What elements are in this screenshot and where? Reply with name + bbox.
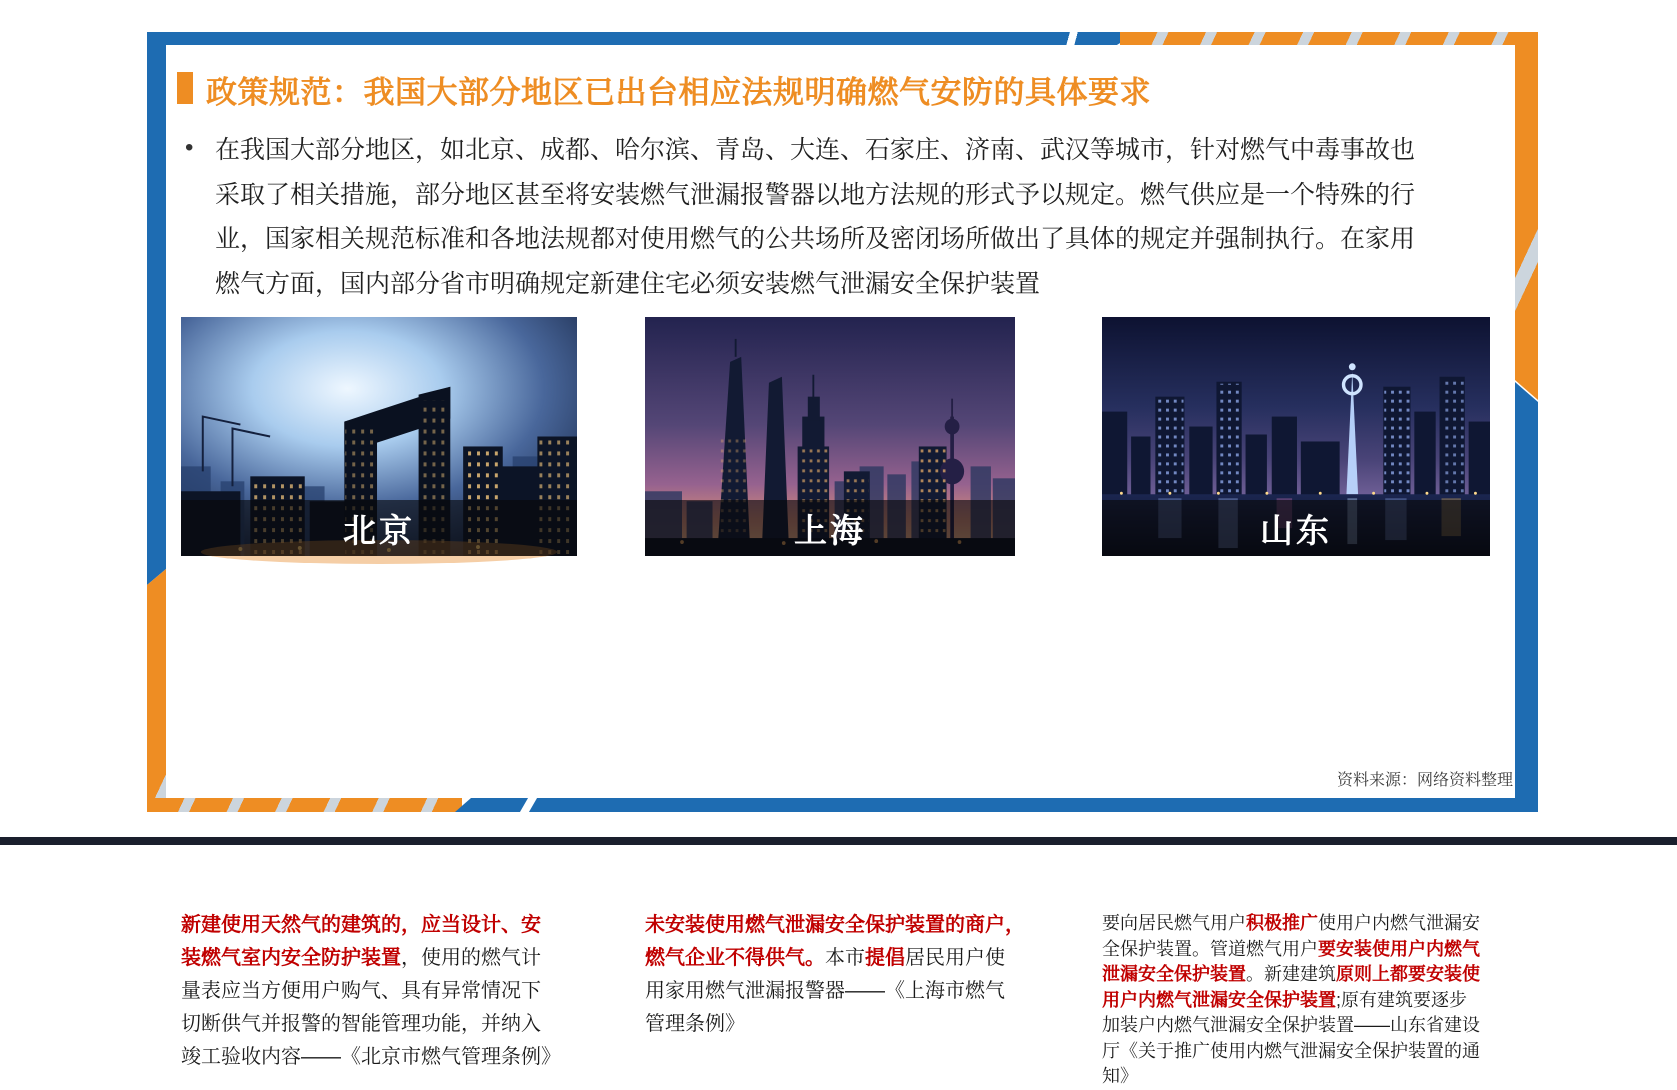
frame-bottom-border [455, 798, 1538, 812]
frame-top-border [147, 32, 1042, 45]
shanghai-policy-text: 未安装使用燃气泄漏安全保护装置的商户， 燃气企业不得供气。本市提倡居民用户使 用家用燃气泄漏报警器——《上海市燃气 管理条例》 [645, 914, 1025, 1035]
city-card-beijing [181, 317, 577, 1068]
frame-right-border-bottom [1515, 382, 1538, 812]
city-label-shanghai: 上海 [645, 500, 1015, 556]
shandong-skyline-image [1102, 317, 1490, 556]
frame-bottom-striped-band [147, 798, 462, 812]
page-title: 政策规范：我国大部分地区已出台相应法规明确燃气安防的具体要求 [206, 75, 1151, 110]
frame-left-border-top [147, 32, 166, 585]
beijing-policy-text: 新建使用天然气的建筑的，应当设计、安 装燃气室内安全防护装置，使用的燃气计 量表应当方便用户购气、具有异常情况下 切断供气并报警的智能管理功能，并纳入 竣工验收内容——《北京市燃气管理条例》 [181, 914, 561, 1068]
city-label-shandong: 山东 [1102, 500, 1490, 556]
beijing-skyline-image [181, 317, 577, 556]
intro-bullet: • [185, 134, 194, 161]
frame-top-striped-band [1120, 32, 1538, 45]
title-accent-bar [177, 72, 193, 104]
source-note: 资料来源：网络资料整理 [1336, 772, 1513, 789]
frame-left-border-bottom [147, 569, 166, 812]
bottom-navy-strip [0, 837, 1677, 845]
city-label-beijing: 北京 [181, 500, 577, 556]
intro-paragraph: 在我国大部分地区，如北京、成都、哈尔滨、青岛、大连、石家庄、济南、武汉等城市，针对燃气中毒事故也 采取了相关措施，部分地区甚至将安装燃气泄漏报警器以地方法规的形式予以规定。燃气供应是一个特殊的行 业，国家相关规范标准和各地法规都对使用燃气的公共场所及密闭场所做出了具体的规定并强制执行。在家用 燃气方面，国内部分省市明确规定新建住宅必须安装燃气泄漏安全保护装置 [215, 136, 1416, 298]
shandong-policy-text: 要向居民燃气用户积极推广使用户内燃气泄漏安 全保护装置。管道燃气用户要安装使用户内燃气 泄漏安全保护装置。新建建筑原则上都要安装使 用户内燃气泄漏安全保护装置;原有建筑要逐步 加装户内燃气泄漏安全保护装置——山东省建设 厅《关于推广使用内燃气泄漏安全保护装置的通 知》 [1102, 913, 1480, 1086]
frame-right-border-top [1515, 32, 1538, 400]
city-card-shanghai [645, 317, 1025, 1035]
shanghai-skyline-image [645, 317, 1015, 556]
